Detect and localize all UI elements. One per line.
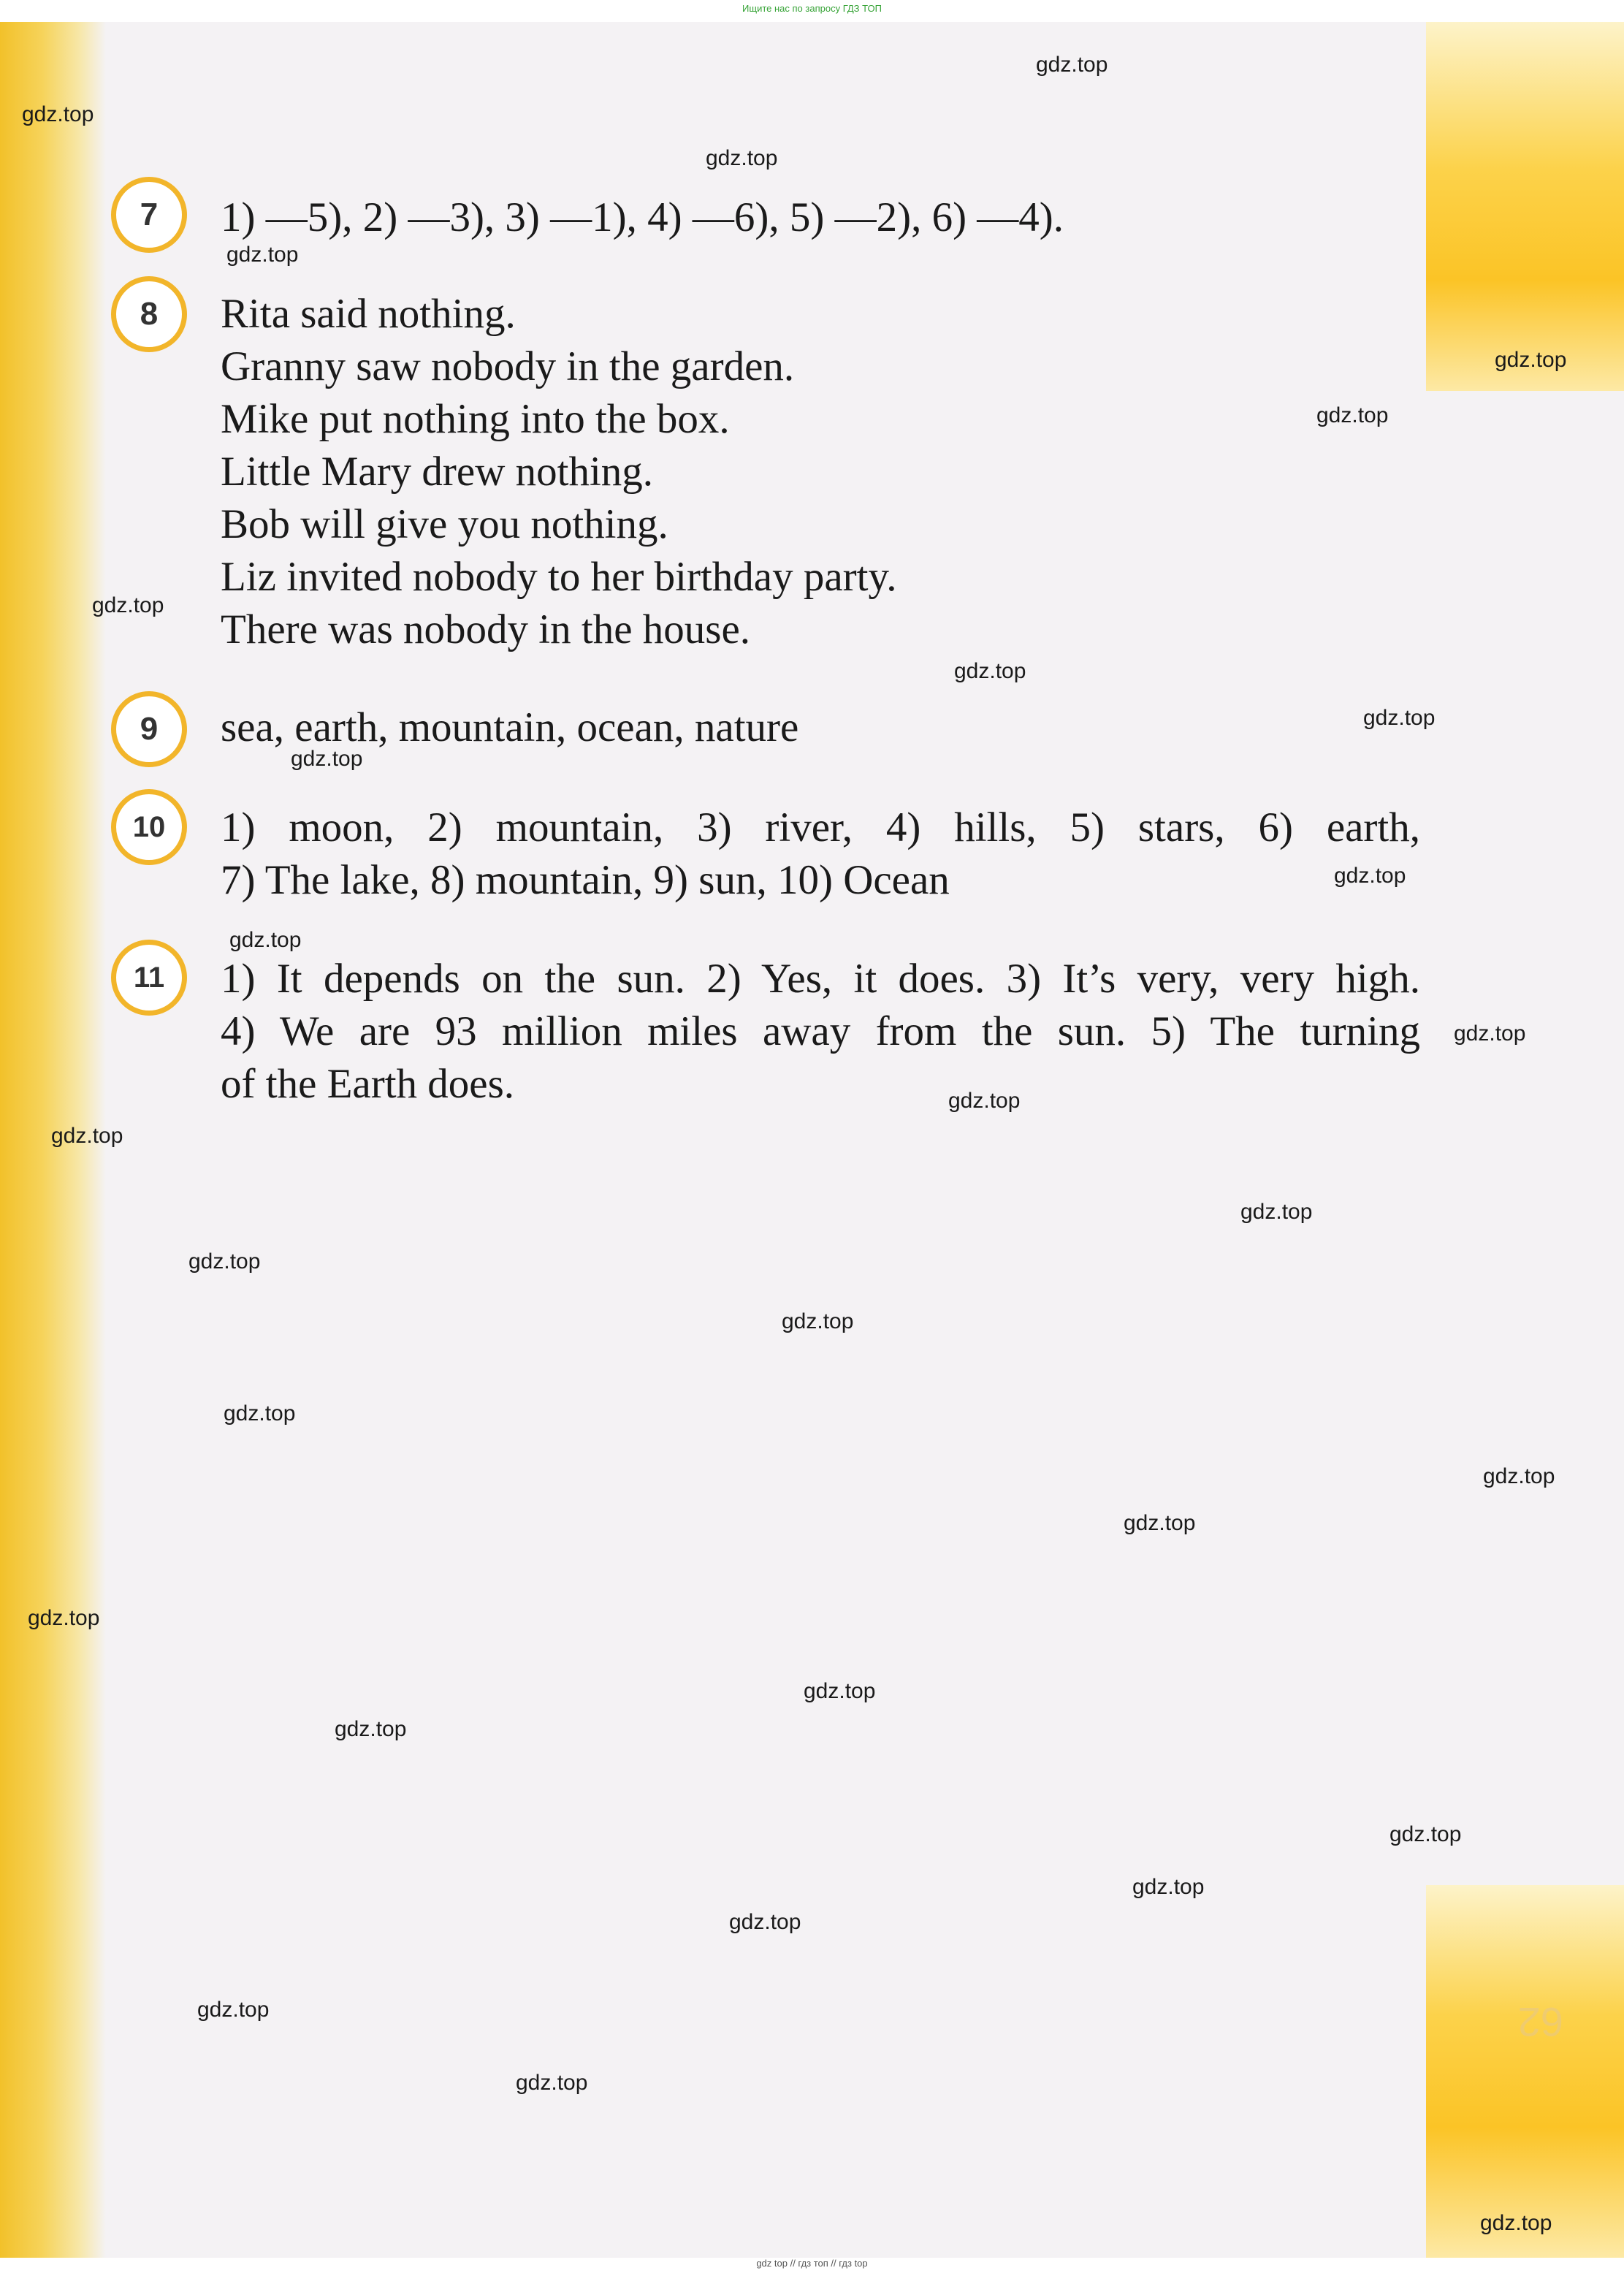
answer-line: Granny saw nobody in the garden. [221, 343, 795, 389]
watermark: gdz.top [1334, 864, 1406, 888]
watermark: gdz.top [782, 1309, 854, 1333]
watermark: gdz.top [188, 1249, 261, 1274]
answer-line: There was nobody in the house. [221, 606, 750, 652]
exercise-7-answer [221, 191, 1064, 244]
exercise-11-answer [221, 953, 1420, 1111]
answer-line: Little Mary drew nothing. [221, 449, 654, 495]
watermark: gdz.top [22, 102, 94, 126]
watermark: gdz.top [804, 1679, 876, 1703]
answer-line: Mike put nothing into the box. [221, 396, 730, 442]
watermark: gdz.top [335, 1717, 407, 1741]
watermark: gdz.top [1240, 1200, 1313, 1224]
exercise-9-badge: 9 [111, 691, 187, 767]
watermark: gdz.top [92, 593, 164, 617]
watermark: gdz.top [516, 2071, 588, 2095]
answer-line: Liz invited nobody to her birthday party. [221, 554, 897, 600]
watermark: gdz.top [224, 1401, 296, 1426]
answer-line: 4) We are 93 million miles away from the sun. 5) The turning [221, 1008, 1420, 1054]
watermark: gdz.top [1124, 1511, 1196, 1535]
answer-line: Rita said nothing. [221, 291, 516, 337]
answer-line: of the Earth does. [221, 1061, 515, 1107]
watermark: gdz.top [51, 1124, 123, 1148]
page-number: 62 [1517, 1999, 1563, 2045]
right-tab-bottom [1426, 1885, 1624, 2258]
answer-line: 1) moon, 2) mountain, 3) river, 4) hills, 5) stars, 6) earth, [221, 804, 1420, 850]
top-banner[interactable]: Ищите нас по запросу ГДЗ ТОП [742, 3, 882, 14]
exercise-7-badge: 7 [111, 177, 187, 253]
watermark: gdz.top [229, 928, 302, 952]
answer-line: Bob will give you nothing. [221, 501, 668, 547]
exercise-8-answer [221, 288, 897, 656]
answer-line: 1) —5), 2) —3), 3) —1), 4) —6), 5) —2), 6) —4). [221, 194, 1064, 240]
watermark: gdz.top [197, 1998, 270, 2022]
exercise-11-badge: 11 [111, 940, 187, 1016]
exercise-8-badge: 8 [111, 276, 187, 352]
watermark: gdz.top [291, 747, 363, 771]
watermark: gdz.top [706, 146, 778, 170]
watermark: gdz.top [1389, 1822, 1462, 1846]
watermark: gdz.top [1036, 53, 1108, 77]
watermark: gdz.top [1495, 348, 1567, 372]
watermark: gdz.top [1480, 2211, 1552, 2235]
right-tab-top [1426, 22, 1624, 391]
answer-line: sea, earth, mountain, ocean, nature [221, 704, 799, 750]
watermark: gdz.top [226, 243, 299, 267]
watermark: gdz.top [1483, 1464, 1555, 1488]
watermark: gdz.top [1316, 403, 1389, 427]
exercise-10-answer [221, 802, 1420, 907]
watermark: gdz.top [1454, 1021, 1526, 1046]
watermark: gdz.top [954, 659, 1026, 683]
watermark: gdz.top [729, 1910, 801, 1934]
answer-line: 1) It depends on the sun. 2) Yes, it does. 3) It’s very, very high. [221, 956, 1420, 1002]
bottom-banner[interactable]: gdz top // гдз топ // гдз top [756, 2258, 868, 2269]
exercise-10-badge: 10 [111, 789, 187, 865]
watermark: gdz.top [28, 1606, 100, 1630]
answer-line: 7) The lake, 8) mountain, 9) sun, 10) Ocean [221, 857, 950, 903]
watermark: gdz.top [948, 1089, 1021, 1113]
watermark: gdz.top [1132, 1875, 1205, 1899]
watermark: gdz.top [1363, 706, 1436, 730]
